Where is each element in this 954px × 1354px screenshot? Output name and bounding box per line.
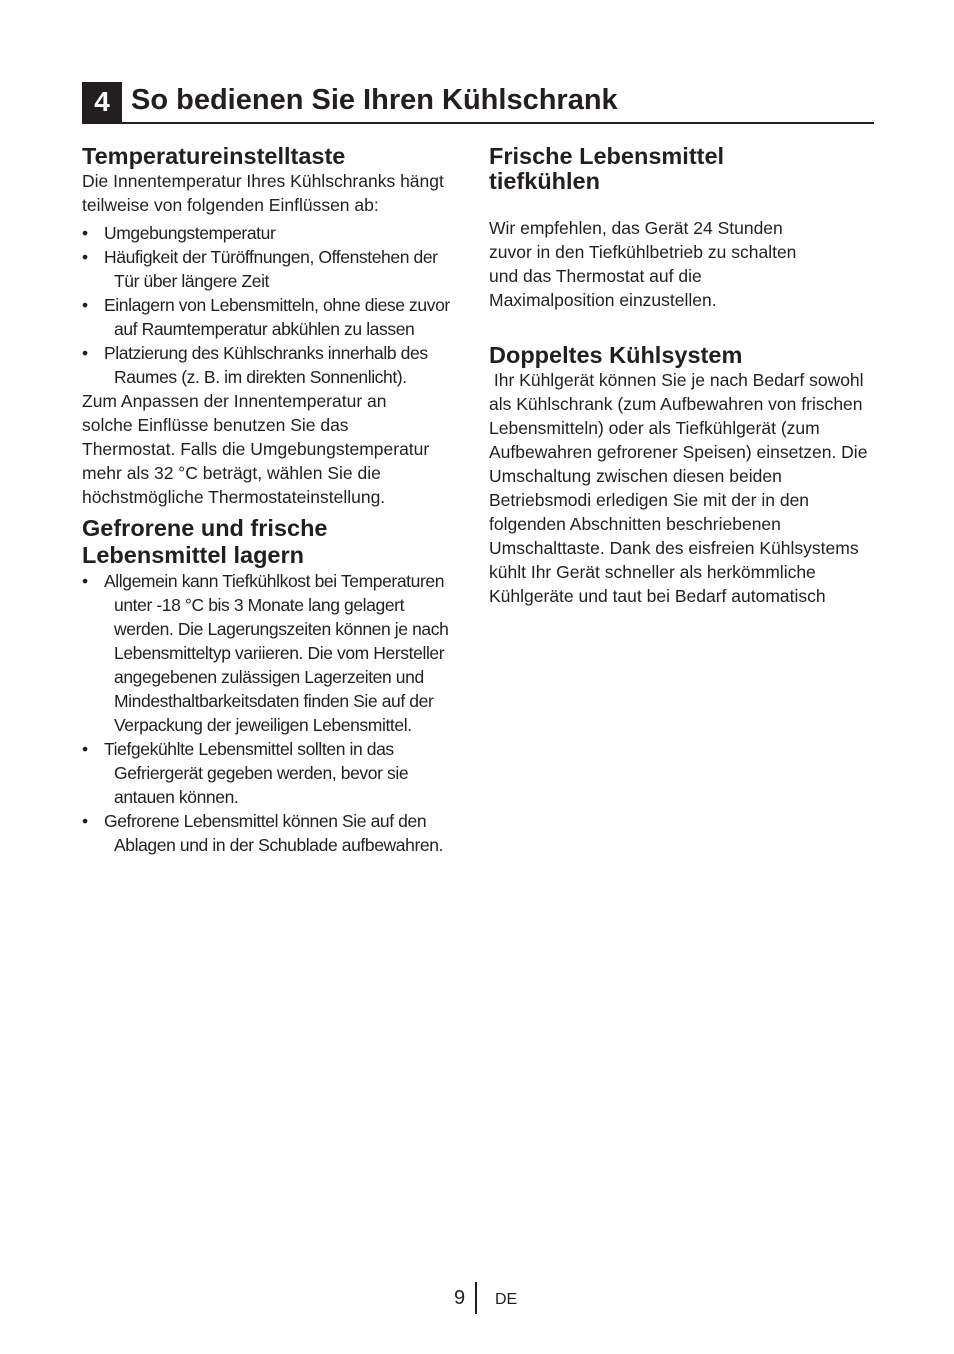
temperature-section xyxy=(82,144,467,509)
dual-cooling-section xyxy=(489,343,879,608)
dual-cooling-heading: Doppeltes Kühlsystem xyxy=(489,342,743,368)
chapter-number: 4 xyxy=(82,82,122,122)
temperature-influences-list xyxy=(82,221,457,389)
right-column xyxy=(489,140,879,608)
temperature-intro: Die Innentemperatur Ihres Kühlschranks hängt teilweise von folgenden Einflüssen ab: xyxy=(82,171,444,215)
list-item: • Einlagern von Lebensmitteln, ohne diese zuvor auf Raumtemperatur abkühlen zu lassen xyxy=(82,293,457,341)
storage-heading: Gefrorene und frische Lebensmittel lagern xyxy=(82,515,328,568)
freeze-heading: Frische Lebensmittel tiefkühlen xyxy=(489,143,725,194)
chapter-header xyxy=(82,80,874,124)
page-number: 9 xyxy=(454,1287,466,1309)
left-column xyxy=(82,140,467,857)
list-item: • Gefrorene Lebensmittel können Sie auf den Ablagen und in der Schublade aufbewahren. xyxy=(82,809,467,857)
storage-section xyxy=(82,515,467,857)
freeze-body: Wir empfehlen, das Gerät 24 Stunden zuvor in den Tiefkühlbetrieb zu schalten und das Thermostat auf die Maximalposition einzustellen. xyxy=(489,218,797,310)
temperature-heading: Temperatureinstelltaste xyxy=(82,143,346,169)
temperature-outro: Zum Anpassen der Innentemperatur an solche Einflüsse benutzen Sie das Thermostat. Falls die Umgebungstemperatur mehr als 32 °C beträgt, wählen Sie die höchstmögliche Thermostateinstellung. xyxy=(82,391,430,507)
chapter-title: So bedienen Sie Ihren Kühlschrank xyxy=(131,84,618,116)
list-item: • Platzierung des Kühlschranks innerhalb des Raumes (z. B. im direkten Sonnenlicht). xyxy=(82,341,457,389)
dual-cooling-body: Ihr Kühlgerät können Sie je nach Bedarf sowohl als Kühlschrank (zum Aufbewahren von frischen Lebensmitteln) oder als Tiefkühlgerät (zum Aufbewahren gefrorener Speisen) einsetzen. Die Umschaltung zwischen diesen beiden Betriebsmodi erledigen Sie mit der in den folgenden Abschnitten beschriebenen Umschalttaste. Dank des eisfreien Kühlsystems kühlt Ihr Gerät schneller als herkömmliche Kühlgeräte und taut bei Bedarf automatisch xyxy=(489,370,873,606)
footer-divider xyxy=(475,1282,477,1314)
list-item: • Umgebungstemperatur xyxy=(82,221,457,245)
list-item: • Allgemein kann Tiefkühlkost bei Temperaturen unter -18 °C bis 3 Monate lang gelagert werden. Die Lagerungszeiten können je nach Lebensmitteltyp variieren. Die vom Hersteller angegebenen zulässigen Lagerzeiten und Mindesthaltbarkeitsdaten finden Sie auf der Verpackung der jeweiligen Lebensmittel. xyxy=(82,569,467,737)
list-item: • Tiefgekühlte Lebensmittel sollten in das Gefriergerät gegeben werden, bevor sie antauen können. xyxy=(82,737,467,809)
list-item: • Häufigkeit der Türöffnungen, Offenstehen der Tür über längere Zeit xyxy=(82,245,457,293)
storage-list xyxy=(82,569,467,857)
language-code: DE xyxy=(495,1291,518,1308)
freeze-section xyxy=(489,144,879,312)
